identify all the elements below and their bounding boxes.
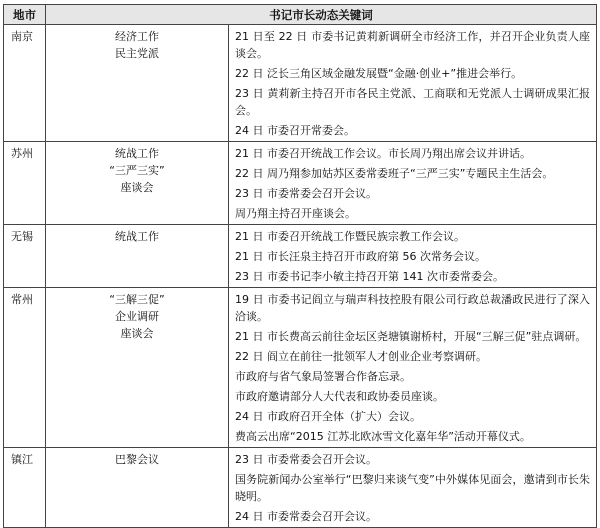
keywords-cell — [46, 225, 229, 288]
news-item: 21 日 市委召开统战工作会议。市长周乃翔出席会议并讲话。 — [235, 147, 531, 160]
news-item: 23 日 市委常委会召开会议。 — [235, 187, 377, 200]
news-item: 23 日 市委常委会召开会议。 — [235, 453, 377, 466]
news-item: 市政府邀请部分人大代表和政协委员座谈。 — [235, 390, 444, 403]
news-cell — [229, 448, 597, 528]
news-item: 24 日 市委召开常委会。 — [235, 124, 355, 137]
news-item: 周乃翔主持召开座谈会。 — [235, 207, 356, 220]
city-news-table — [3, 4, 597, 528]
keywords-cell — [46, 142, 229, 225]
header-row — [4, 5, 597, 25]
keyword: 企业调研 — [115, 310, 159, 323]
city-cell: 无锡 — [4, 225, 46, 288]
news-item: 21 日 市长汪泉主持召开市政府第 56 次常务会议。 — [235, 250, 486, 263]
news-item: 24 日 市政府召开全体（扩大）会议。 — [235, 410, 421, 423]
news-item: 19 日 市委书记阎立与瑞声科技控股有限公司行政总裁潘政民进行了深入洽谈。 — [235, 293, 590, 323]
keyword: 巴黎会议 — [115, 453, 159, 466]
news-item: 23 日 市委书记李小敏主持召开第 141 次市委常委会。 — [235, 270, 504, 283]
table-row — [4, 25, 597, 142]
news-item: 22 日 周乃翔参加姑苏区委常委班子“三严三实”专题民主生活会。 — [235, 167, 554, 180]
keyword: 民主党派 — [115, 47, 159, 60]
news-item: 费高云出席“2015 江苏北欧冰雪文化嘉年华”活动开幕仪式。 — [235, 430, 531, 443]
header-city: 地市 — [4, 5, 46, 25]
keyword: 座谈会 — [120, 181, 154, 194]
keyword: 经济工作 — [115, 30, 159, 43]
news-cell — [229, 225, 597, 288]
news-item: 24 日 市委常委会召开会议。 — [235, 510, 377, 523]
news-item: 22 日 阎立在前往一批领军人才创业企业考察调研。 — [235, 350, 487, 363]
keyword: 统战工作 — [115, 147, 159, 160]
city-cell: 南京 — [4, 25, 46, 142]
keyword: 统战工作 — [115, 230, 159, 243]
news-cell — [229, 25, 597, 142]
news-item: 21 日 市委召开统战工作暨民族宗教工作会议。 — [235, 230, 465, 243]
header-keywords: 书记市长动态关键词 — [46, 5, 597, 25]
city-cell: 镇江 — [4, 448, 46, 528]
news-cell — [229, 142, 597, 225]
news-item: 23 日 黄莉新主持召开市各民主党派、工商联和无党派人士调研成果汇报会。 — [235, 87, 590, 117]
keywords-cell — [46, 448, 229, 528]
news-item: 市政府与省气象局签署合作备忘录。 — [235, 370, 411, 383]
news-item: 22 日 泛长三角区域金融发展暨“金融·创业+”推进会举行。 — [235, 67, 523, 80]
news-item: 21 日 市长费高云前往金坛区尧塘镇谢桥村，开展“三解三促”驻点调研。 — [235, 330, 587, 343]
keyword: “三解三促” — [109, 293, 165, 306]
keyword: “三严三实” — [109, 164, 165, 177]
city-cell: 常州 — [4, 288, 46, 448]
table-row — [4, 142, 597, 225]
keyword: 座谈会 — [120, 327, 154, 340]
news-item: 21 日至 22 日 市委书记黄莉新调研全市经济工作，并召开企业负责人座谈会。 — [235, 30, 590, 60]
table-row — [4, 288, 597, 448]
city-cell: 苏州 — [4, 142, 46, 225]
table-row — [4, 225, 597, 288]
news-cell — [229, 288, 597, 448]
keywords-cell — [46, 288, 229, 448]
news-item: 国务院新闻办公室举行“巴黎归来谈气变”中外媒体见面会，邀请到市长朱晓明。 — [235, 473, 590, 503]
table-row — [4, 448, 597, 528]
keywords-cell — [46, 25, 229, 142]
